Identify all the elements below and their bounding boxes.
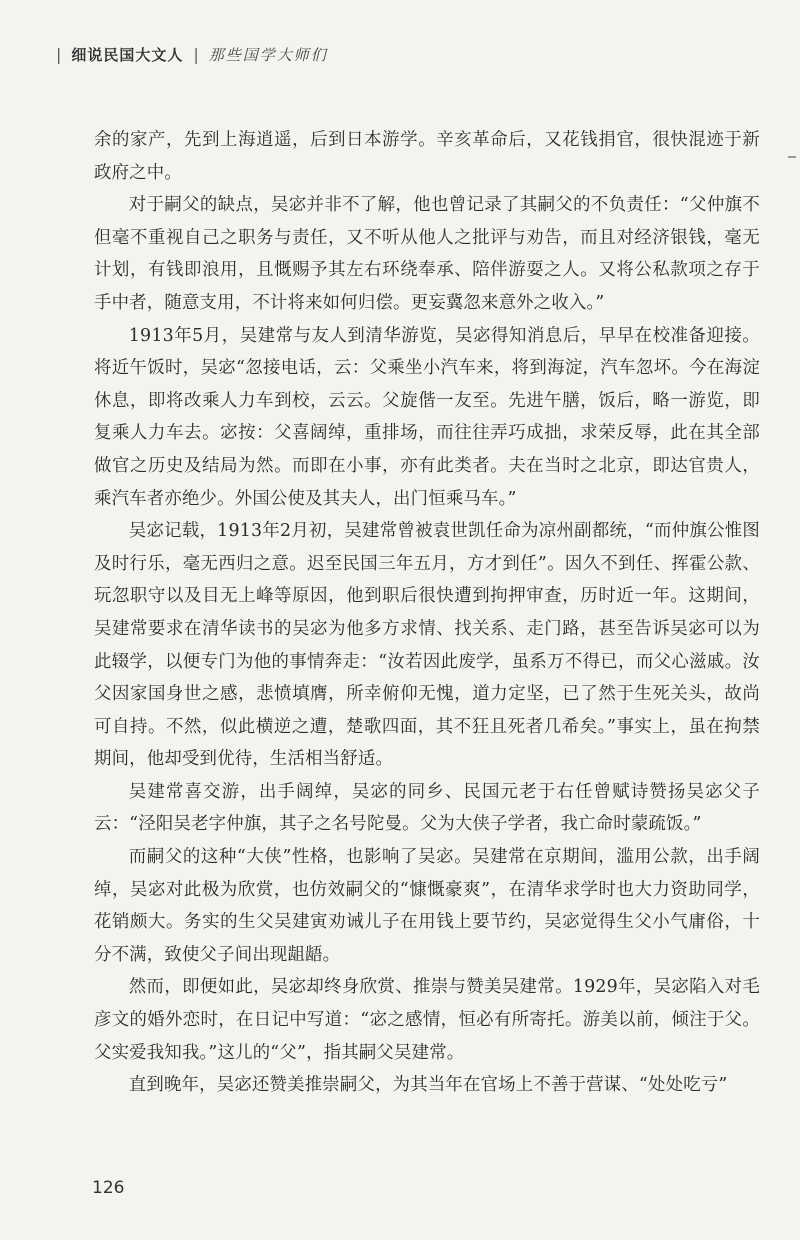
scan-speck xyxy=(788,156,796,158)
paragraph: 对于嗣父的缺点，吴宓并非不了解，他也曾记录了其嗣父的不负责任：“父仲旗不但毫不重视自己之职务与责任，又不听从他人之批评与劝告，而且对经济银钱，毫无计划，有钱即浪用，且慨赐予其左右环绕奉承、陪伴游耍之人。又将公私款项之存于手中者，随意支用，不计将来如何归偿。更妄冀忽来意外之收入。” xyxy=(94,195,760,313)
paragraph: 吴宓记载，1913年2月初，吴建常曾被袁世凯任命为凉州副都统，“而仲旗公惟图及时行乐，毫无西归之意。迟至民国三年五月，方才到任”。因久不到任、挥霍公款、玩忽职守以及目无上峰等原因，他到职后很快遭到拘押审查，历时近一年。这期间，吴建常要求在清华读书的吴宓为他多方求情、找关系、走门路，甚至告诉吴宓可以为此辍学，以便专门为他的事情奔走：“汝若因此废学，虽系万不得已，而父心滋戚。汝父因家国身世之感，悲愤填膺，所幸俯仰无愧，道力定坚，已了然于生死关头，故尚可自持。不然，似此横逆之遭，楚歌四面，其不狂且死者几希矣。”事实上，虽在拘禁期间，他却受到优待，生活相当舒适。 xyxy=(94,521,760,770)
paragraph: 然而，即便如此，吴宓却终身欣赏、推崇与赞美吴建常。1929年，吴宓陷入对毛彦文的婚外恋时，在日记中写道：“宓之感情，恒必有所寄托。游美以前，倾注于父。父实爱我知我。”这儿的“父”，指其嗣父吴建常。 xyxy=(94,977,760,1063)
page-number: 126 xyxy=(92,1178,125,1198)
header-divider: | xyxy=(56,45,62,64)
paragraph: 而嗣父的这种“大侠”性格，也影响了吴宓。吴建常在京期间，滥用公款，出手阔绰，吴宓对此极为欣赏，也仿效嗣父的“慷慨豪爽”，在清华求学时也大力资助同学，花销颇大。务实的生父吴建寅劝诫儿子在用钱上要节约，吴宓觉得生父小气庸俗，十分不满，致使父子间出现龃龉。 xyxy=(94,847,760,965)
running-header xyxy=(56,44,328,65)
chapter-subtitle: 那些国学大师们 xyxy=(208,46,328,64)
body-text xyxy=(94,124,760,1102)
series-title: 细说民国大文人 xyxy=(71,46,184,64)
header-divider: | xyxy=(193,45,199,64)
paragraph: 余的家产，先到上海逍遥，后到日本游学。辛亥革命后，又花钱捐官，很快混迹于新政府之中。 xyxy=(94,130,760,183)
paragraph: 直到晚年，吴宓还赞美推崇嗣父，为其当年在官场上不善于营谋、“处处吃亏” xyxy=(128,1075,728,1096)
paragraph: 1913年5月，吴建常与友人到清华游览，吴宓得知消息后，早早在校准备迎接。将近午饭时，吴宓“忽接电话，云：父乘坐小汽车来，将到海淀，汽车忽坏。今在海淀休息，即将改乘人力车到校，云云。父旋偕一友至。先进午膳，饭后，略一游览，即复乘人力车去。宓按：父喜阔绰，重排场，而往往弄巧成拙，求荣反辱，此在其全部做官之历史及结局为然。而即在小事，亦有此类者。夫在当时之北京，即达官贵人，乘汽车者亦绝少。外国公使及其夫人，出门恒乘马车。” xyxy=(94,325,760,509)
paragraph: 吴建常喜交游，出手阔绰，吴宓的同乡、民国元老于右任曾赋诗赞扬吴宓父子云：“泾阳吴老字仲旗，其子之名号陀曼。父为大侠子学者，我亡命时蒙疏饭。” xyxy=(94,781,760,835)
